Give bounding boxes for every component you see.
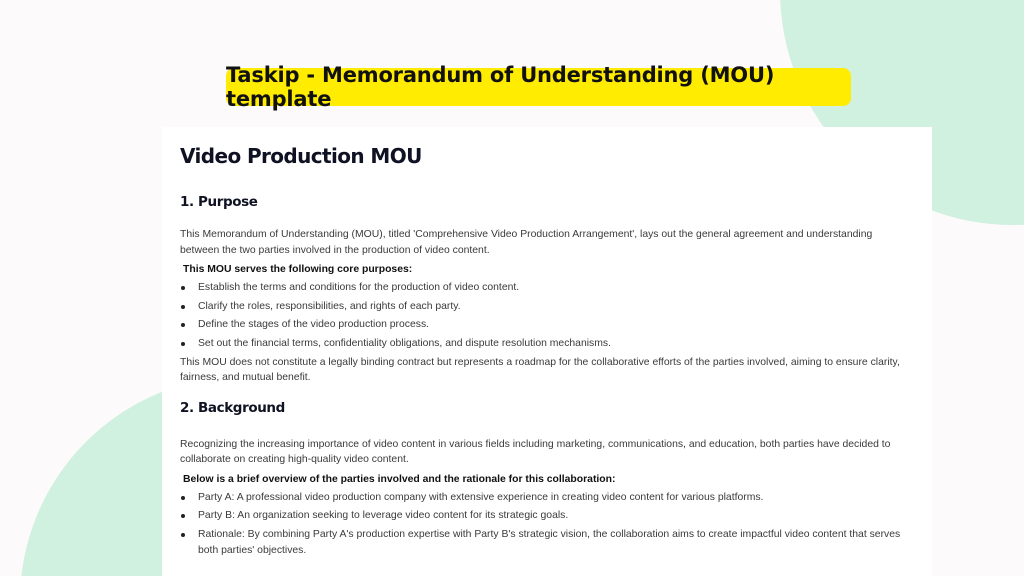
background-lead-text: Below is a brief overview of the parties involved and the rationale for this collaboration: — [183, 473, 616, 485]
list-item — [180, 299, 910, 315]
purpose-closing-paragraph: This MOU does not constitute a legally binding contract but represents a roadmap for the collaborative efforts of the parties involved, aiming to ensure clarity, fairness, and mutual benefit. — [180, 356, 900, 384]
list-item-text: Party B: An organization seeking to leverage video content for its strategic goals. — [198, 510, 569, 522]
bullet-icon — [181, 305, 185, 309]
list-item — [180, 336, 910, 352]
purpose-intro-paragraph: This Memorandum of Understanding (MOU), titled 'Comprehensive Video Production Arrangement', lays out the general agreement and understanding between the two parties involved in the production of video content. — [180, 229, 873, 256]
bullet-icon — [181, 286, 185, 290]
document-title: Video Production MOU — [180, 144, 422, 168]
list-item-text: Rationale: By combining Party A's production expertise with Party B's strategic vision, the collaboration aims to create impactful video content that serves both parties' objectives. — [198, 529, 901, 556]
template-title-banner: Taskip - Memorandum of Understanding (MOU) template — [226, 68, 851, 106]
list-item-text: Party A: A professional video production company with extensive experience in creating video content for various platforms. — [198, 491, 764, 503]
list-item — [180, 527, 910, 558]
bullet-icon — [181, 496, 185, 500]
bullet-icon — [181, 533, 185, 537]
bullet-icon — [181, 342, 185, 346]
list-item-text: Establish the terms and conditions for the production of video content. — [198, 282, 520, 293]
list-item — [180, 280, 910, 296]
document-page — [162, 127, 932, 576]
list-item-text: Clarify the roles, responsibilities, and rights of each party. — [198, 300, 461, 312]
list-item — [180, 490, 910, 506]
background-intro-paragraph: Recognizing the increasing importance of video content in various fields including marketing, communications, and education, both parties have decided to collaborate on creating high-quality video content. — [180, 438, 891, 466]
purpose-bullet-list — [180, 280, 914, 352]
bullet-icon — [181, 323, 185, 327]
background-bullet-list — [180, 490, 914, 558]
list-item — [180, 317, 910, 333]
list-item — [180, 508, 910, 524]
list-item-text: Set out the financial terms, confidentiality obligations, and dispute resolution mechanisms. — [198, 338, 611, 350]
section-heading-purpose: 1. Purpose — [180, 194, 258, 210]
section-heading-background: 2. Background — [180, 399, 285, 416]
list-item-text: Define the stages of the video production process. — [198, 319, 430, 331]
bullet-icon — [181, 514, 185, 518]
purpose-lead-text: This MOU serves the following core purposes: — [183, 264, 413, 275]
